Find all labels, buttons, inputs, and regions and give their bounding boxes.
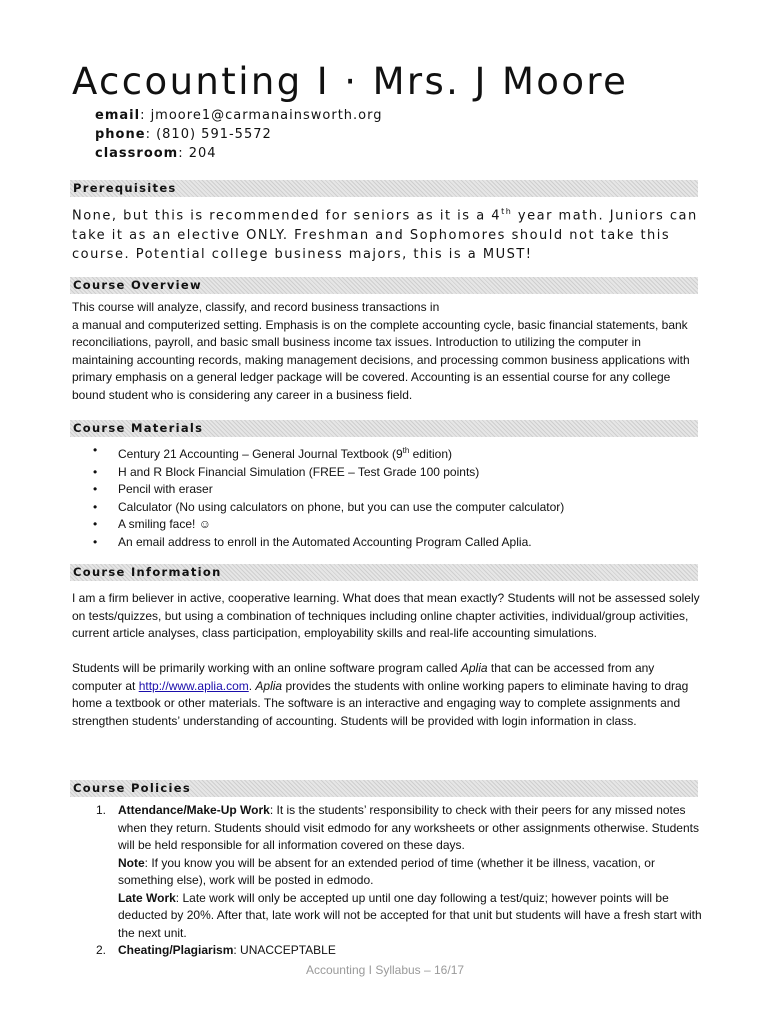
aplia-italic-2: Aplia: [255, 678, 283, 693]
overview-line1: This course will analyze, classify, and record business transactions in: [72, 300, 440, 314]
para2-a: Students will be primarily working with an online software program called: [72, 661, 461, 675]
para2-c: .: [248, 678, 256, 693]
list-item: [93, 442, 693, 464]
policy-number: 2.: [96, 943, 107, 957]
policy-text: : UNACCEPTABLE: [233, 943, 336, 957]
policy-number: 1.: [96, 803, 107, 817]
para2-d: provides the students with online working papers to eliminate having to drag home a textbook or other materials. The software is an interactive and engaging way to complete assignments and strengthen students’ understanding of accounting. Students will be provided with login information in class.: [72, 678, 689, 728]
materials-list: [93, 442, 693, 551]
classroom-line: [95, 144, 383, 163]
contact-info: [95, 106, 383, 163]
email-line: [95, 106, 383, 125]
policy-title: Cheating/Plagiarism: [118, 943, 234, 957]
information-para2: [72, 660, 700, 730]
policies-list: [92, 802, 702, 960]
page-title: Accounting I · Mrs. J Moore: [72, 60, 629, 103]
list-item: [92, 802, 702, 942]
section-heading-information: Course Information: [70, 564, 698, 581]
classroom-value: : 204: [178, 146, 217, 161]
classroom-label: classroom: [95, 146, 179, 161]
policy-title: Attendance/Make-Up Work: [118, 803, 270, 817]
information-text: [72, 590, 700, 730]
information-para1: I am a firm believer in active, cooperative learning. What does that mean exactly? Students will not be assessed solely on tests/quizzes, but using a combination of techniques including online chapter activities, individual/group activities, current article analyses, class participation, employability skills and real-life accounting simulations.: [72, 591, 700, 640]
note-text: : If you know you will be absent for an extended period of time (whether it be illness, vacation, or something else), work will be posted in edmodo.: [118, 855, 655, 887]
page-footer: Accounting I Syllabus – 16/17: [305, 963, 465, 977]
prerequisites-text: [72, 202, 702, 265]
material-1b: edition): [409, 447, 452, 461]
overview-text: [72, 299, 700, 404]
late-work-label: Late Work: [118, 890, 176, 905]
email-value: : jmoore1@carmanainsworth.org: [140, 108, 383, 123]
section-heading-prerequisites: Prerequisites: [70, 180, 698, 197]
phone-label: phone: [95, 127, 146, 142]
aplia-italic: Aplia: [460, 661, 488, 675]
material-1-sup: th: [402, 446, 410, 455]
list-item: • H and R Block Financial Simulation (FREE – Test Grade 100 points): [93, 464, 693, 482]
phone-line: [95, 125, 383, 144]
list-item: • An email address to enroll in the Automated Accounting Program Called Aplia.: [93, 534, 693, 552]
overview-rest: a manual and computerized setting. Emphasis is on the complete accounting cycle, basic financial statements, bank reconciliations, payroll, and basic small business income tax issues. Introduction to utilizing the computer in maintaining accounting records, making management decisions, and processing common business applications with primary emphasis on a general ledger package will be covered. Accounting is an essential course for any college bound student who is considering any career in a business field.: [72, 317, 690, 402]
late-work-text: : Late work will only be accepted up until one day following a test/quiz; however points will be deducted by 20%. After that, late work will not be accepted for that unit but students will have a fresh start with the next unit.: [118, 890, 702, 940]
prereq-text-a: None, but this is recommended for seniors as it is a 4: [72, 208, 502, 224]
material-1a: Century 21 Accounting – General Journal Textbook (9: [118, 447, 403, 461]
list-item: • Pencil with eraser: [93, 481, 693, 499]
section-heading-policies: Course Policies: [70, 780, 698, 797]
para2-b: that can be accessed from any computer at: [72, 661, 655, 693]
email-label: email: [95, 108, 141, 123]
aplia-link[interactable]: http://www.aplia.com: [138, 678, 249, 693]
section-heading-materials: Course Materials: [70, 420, 698, 437]
policy-text: : It is the students’ responsibility to check with their peers for any missed notes when they return. Students should visit edmodo for any worksheets or other assignments otherwise. Students will be held responsible for all information covered on these days.: [118, 803, 699, 852]
section-heading-overview: Course Overview: [70, 277, 698, 294]
list-item: • A smiling face! ☺: [93, 516, 693, 534]
list-item: [92, 942, 702, 960]
prereq-sup: th: [501, 207, 513, 216]
list-item: • Calculator (No using calculators on phone, but you can use the computer calculator): [93, 499, 693, 517]
prereq-text-b: year math. Juniors can take it as an elective ONLY. Freshman and Sophomores should not take this course. Potential college business majors, this is a MUST!: [72, 208, 698, 263]
note-label: Note: [118, 855, 145, 870]
phone-value: : (810) 591-5572: [145, 127, 272, 142]
